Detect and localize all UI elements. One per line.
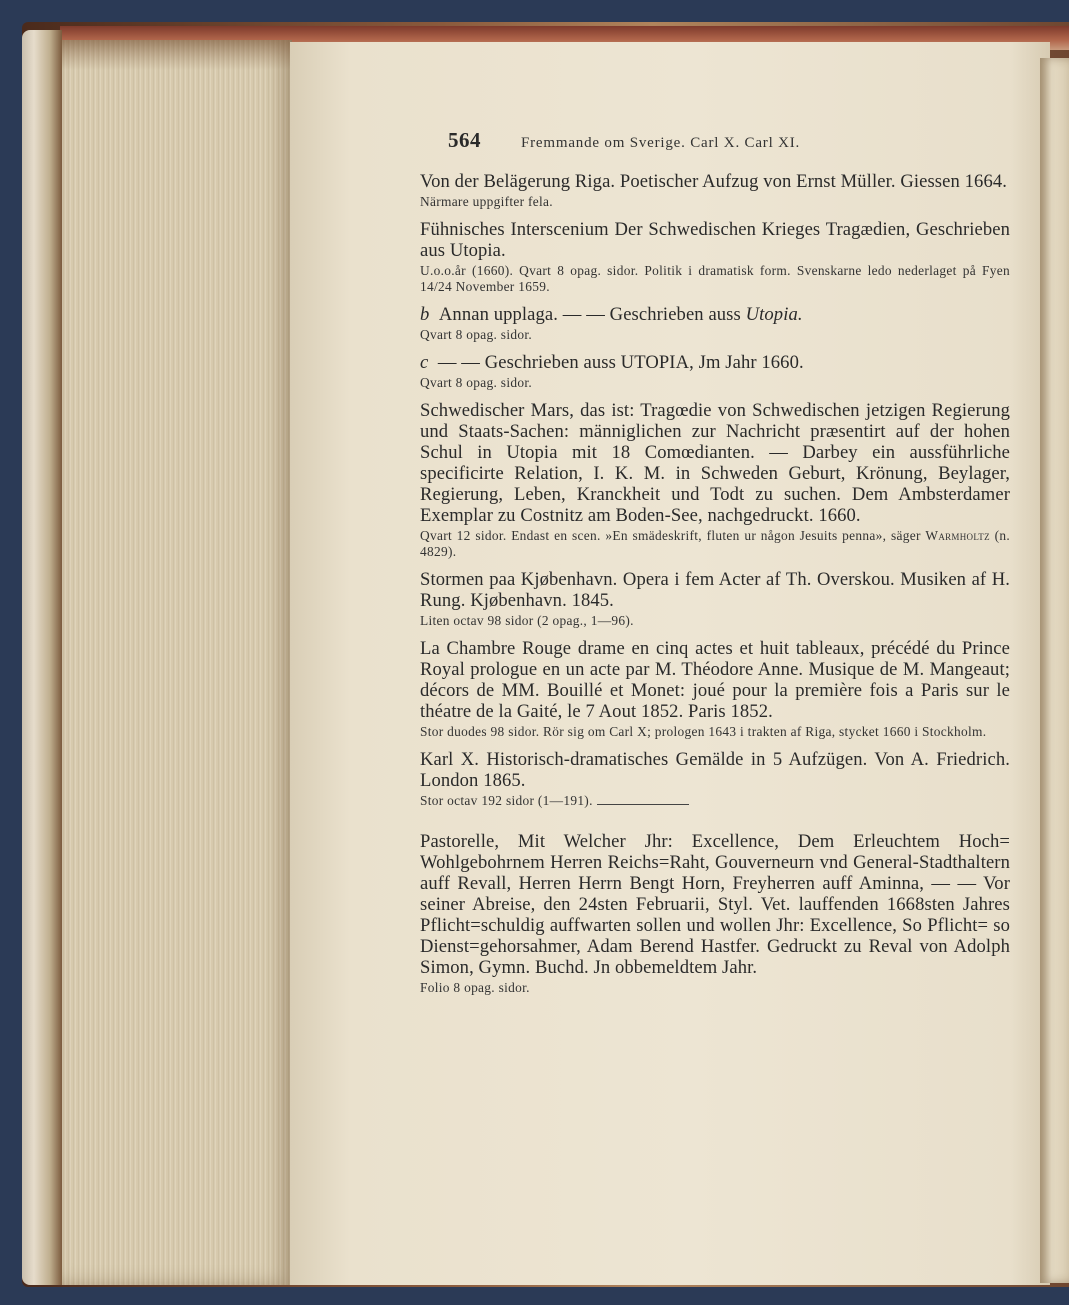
page-header <box>448 128 1010 153</box>
entry-title: Schwedischer Mars, das ist: Tragœdie von Schwedischen jetzigen Regierung und Staats-Sachen: männiglichen zur Nachricht præsentirt auf der hohen Schul in Utopia mit 18 Comœdianten. — Darbey ein aussführliche specificirte Relation, I. K. M. in Schweden Geburt, Krönung, Beylager, Regierung, Leben, Kranckheit und Todt zu suchen. Dem Ambsterdamer Exemplar zu Costnitz am Boden-See, nachgedruckt. 1660. <box>420 400 1010 526</box>
entry-note: Liten octav 98 sidor (2 opag., 1—96). <box>420 613 634 628</box>
variant-letter: c <box>420 352 429 373</box>
variant-title-italic: Utopia. <box>745 304 803 325</box>
entry-note: U.o.o.år (1660). Qvart 8 opag. sidor. Politik i dramatisk form. Svenskarne ledo nederlaget på Fyen 14/24 November 1659. <box>420 263 1010 294</box>
variant-letter: b <box>420 304 430 325</box>
bibliography-entry <box>420 569 1010 629</box>
page-content <box>420 128 1010 1005</box>
entry-note: Qvart 8 opag. sidor. <box>420 327 532 342</box>
entry-note <box>420 793 1010 809</box>
entry-title: Pastorelle, Mit Welcher Jhr: Excellence, Dem Erleuchtem Hoch= Wohlgebohrnem Herren Reichs=Raht, Gouverneurn vnd General-Stadthaltern auff Revall, Herren Herrn Bengt Horn, Freyherren auff Aminna, — — Vor seiner Abreise, den 24sten Februarii, Styl. Vet. lauffenden 1668sten Jahres Pflicht=schuldig auffwarten sollen und wollen Jhr: Excellence, So Pflicht= so Dienst=gehorsahmer, Adam Berend Hastfer. Gedruckt zu Reval von Adolph Simon, Gymn. Buchd. Jn obbemeldtem Jahr. <box>420 831 1010 978</box>
entry-note-ref: (n. 4829). <box>420 528 1010 559</box>
entry-title <box>420 304 1010 325</box>
bibliography-entry <box>420 831 1010 996</box>
entry-title: Stormen paa Kjøbenhavn. Opera i fem Acter af Th. Overskou. Musiken af H. Rung. Kjøbenhavn. 1845. <box>420 569 1010 611</box>
bibliography-entry <box>420 219 1010 295</box>
handwritten-underline <box>597 804 689 805</box>
variant-title: Annan upplaga. — — Geschrieben auss <box>438 304 746 325</box>
entry-note: Qvart 8 opag. sidor. <box>420 375 532 390</box>
running-head: Fremmande om Sverige. Carl X. Carl XI. <box>521 135 801 151</box>
page-number: 564 <box>448 128 481 152</box>
entry-title: Karl X. Historisch-dramatisches Gemälde in 5 Aufzügen. Von A. Friedrich. London 1865. <box>420 749 1010 791</box>
entry-title: Fühnisches Interscenium Der Schwedischen Krieges Tragædien, Geschrieben aus Utopia. <box>420 219 1010 261</box>
author-reference: Warmholtz <box>925 528 990 543</box>
entry-note: Stor duodes 98 sidor. Rör sig om Carl X; prologen 1643 i trakten af Riga, stycket 1660 i Stockholm. <box>420 724 987 739</box>
entry-title <box>420 352 1010 373</box>
entry-note-text: Stor octav 192 sidor (1—191). <box>420 793 593 808</box>
entry-title: Von der Belägerung Riga. Poetischer Aufzug von Ernst Müller. Giessen 1664. <box>420 171 1007 192</box>
bibliography-entry <box>420 400 1010 560</box>
bibliography-entry <box>420 638 1010 740</box>
bibliography-entry-variant <box>420 352 1010 391</box>
entry-note: Folio 8 opag. sidor. <box>420 980 530 995</box>
entry-note-text: Qvart 12 sidor. Endast en scen. »En smädeskrift, fluten ur någon Jesuits penna», säger <box>420 528 926 543</box>
entry-note: Närmare uppgifter fela. <box>420 194 553 209</box>
bibliography-entry-variant <box>420 304 1010 343</box>
book-spine <box>22 30 62 1285</box>
entry-note <box>420 528 1010 560</box>
variant-title: — — Geschrieben auss UTOPIA, Jm Jahr 1660. <box>437 352 804 373</box>
entry-title: La Chambre Rouge drame en cinq actes et huit tableaux, précédé du Prince Royal prologue en un acte par M. Théodore Anne. Musique de M. Mangeaut; décors de MM. Bouillé et Monet: joué pour la première fois a Paris sur le théatre de la Gaité, le 7 Aout 1852. Paris 1852. <box>420 638 1010 722</box>
bibliography-entry <box>420 749 1010 809</box>
facing-page-edge <box>1040 58 1069 1283</box>
page-block-edges <box>62 40 292 1285</box>
bibliography-entry <box>420 171 1010 210</box>
